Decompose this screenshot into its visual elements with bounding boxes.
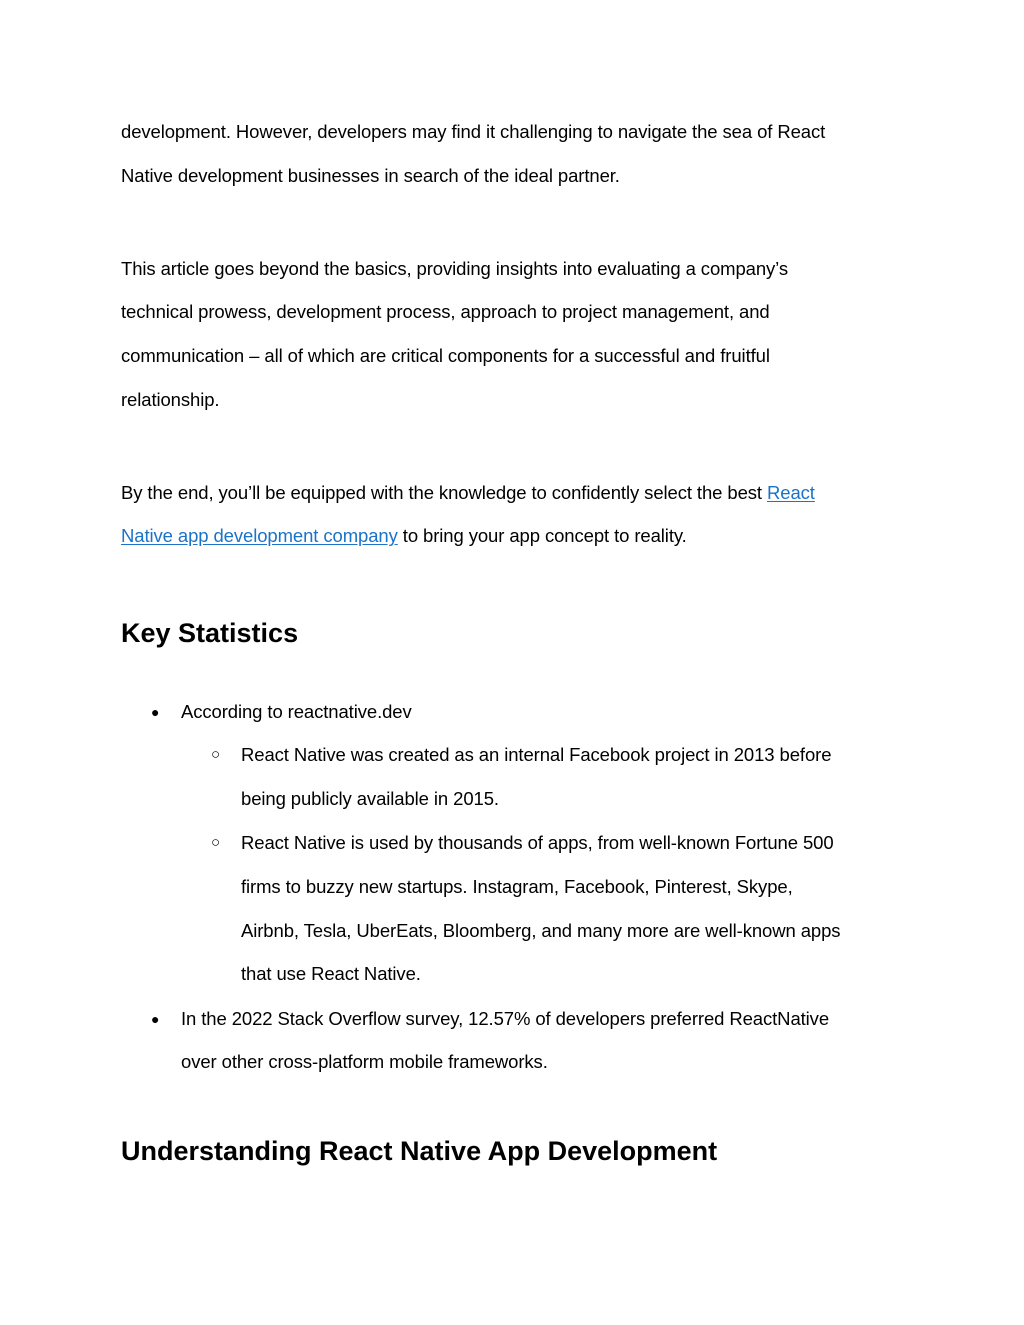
sub-bullet-1-line-2: being publicly available in 2015. [241, 788, 499, 809]
bullet-filled-icon: ● [151, 704, 160, 720]
bullet-2-line-2: over other cross-platform mobile frameworks. [181, 1051, 548, 1072]
sub-bullet-1-line-1: React Native was created as an internal Facebook project in 2013 before [241, 744, 832, 765]
paragraph-3-line-2 [121, 525, 687, 547]
bullet-filled-icon: ● [151, 1011, 160, 1027]
paragraph-3-line-1 [121, 482, 815, 504]
paragraph-3-text-end: to bring your app concept to reality. [397, 525, 687, 546]
sub-bullet-2-line-4: that use React Native. [241, 963, 421, 984]
bullet-2-line-1: In the 2022 Stack Overflow survey, 12.57% of developers preferred ReactNative [181, 1008, 830, 1029]
section-heading-understanding-react-native: Understanding React Native App Development [121, 1136, 718, 1166]
bullet-hollow-icon: ○ [211, 834, 221, 851]
sub-bullet-2-line-3: Airbnb, Tesla, UberEats, Bloomberg, and many more are well-known apps [241, 920, 841, 941]
paragraph-3-text-start: By the end, you’ll be equipped with the knowledge to confidently select the best [121, 482, 767, 503]
paragraph-1-line-2: Native development businesses in search of the ideal partner. [121, 165, 620, 186]
paragraph-2-line-2: technical prowess, development process, approach to project management, and [121, 301, 770, 322]
sub-bullet-2-line-2: firms to buzzy new startups. Instagram, Facebook, Pinterest, Skype, [241, 876, 793, 897]
sub-bullet-2-line-1: React Native is used by thousands of apps, from well-known Fortune 500 [241, 832, 834, 853]
react-native-company-link-part-1[interactable]: React [767, 482, 815, 503]
paragraph-2-line-4: relationship. [121, 389, 220, 410]
bullet-hollow-icon: ○ [211, 746, 221, 763]
react-native-company-link-part-2[interactable]: Native app development company [121, 525, 398, 546]
section-heading-key-statistics: Key Statistics [121, 618, 299, 648]
paragraph-1-line-1: development. However, developers may find it challenging to navigate the sea of React [121, 121, 826, 142]
paragraph-2-line-3: communication – all of which are critical components for a successful and fruitful [121, 345, 770, 366]
paragraph-2-line-1: This article goes beyond the basics, providing insights into evaluating a company’s [121, 258, 788, 279]
bullet-1-text: According to reactnative.dev [181, 701, 412, 722]
